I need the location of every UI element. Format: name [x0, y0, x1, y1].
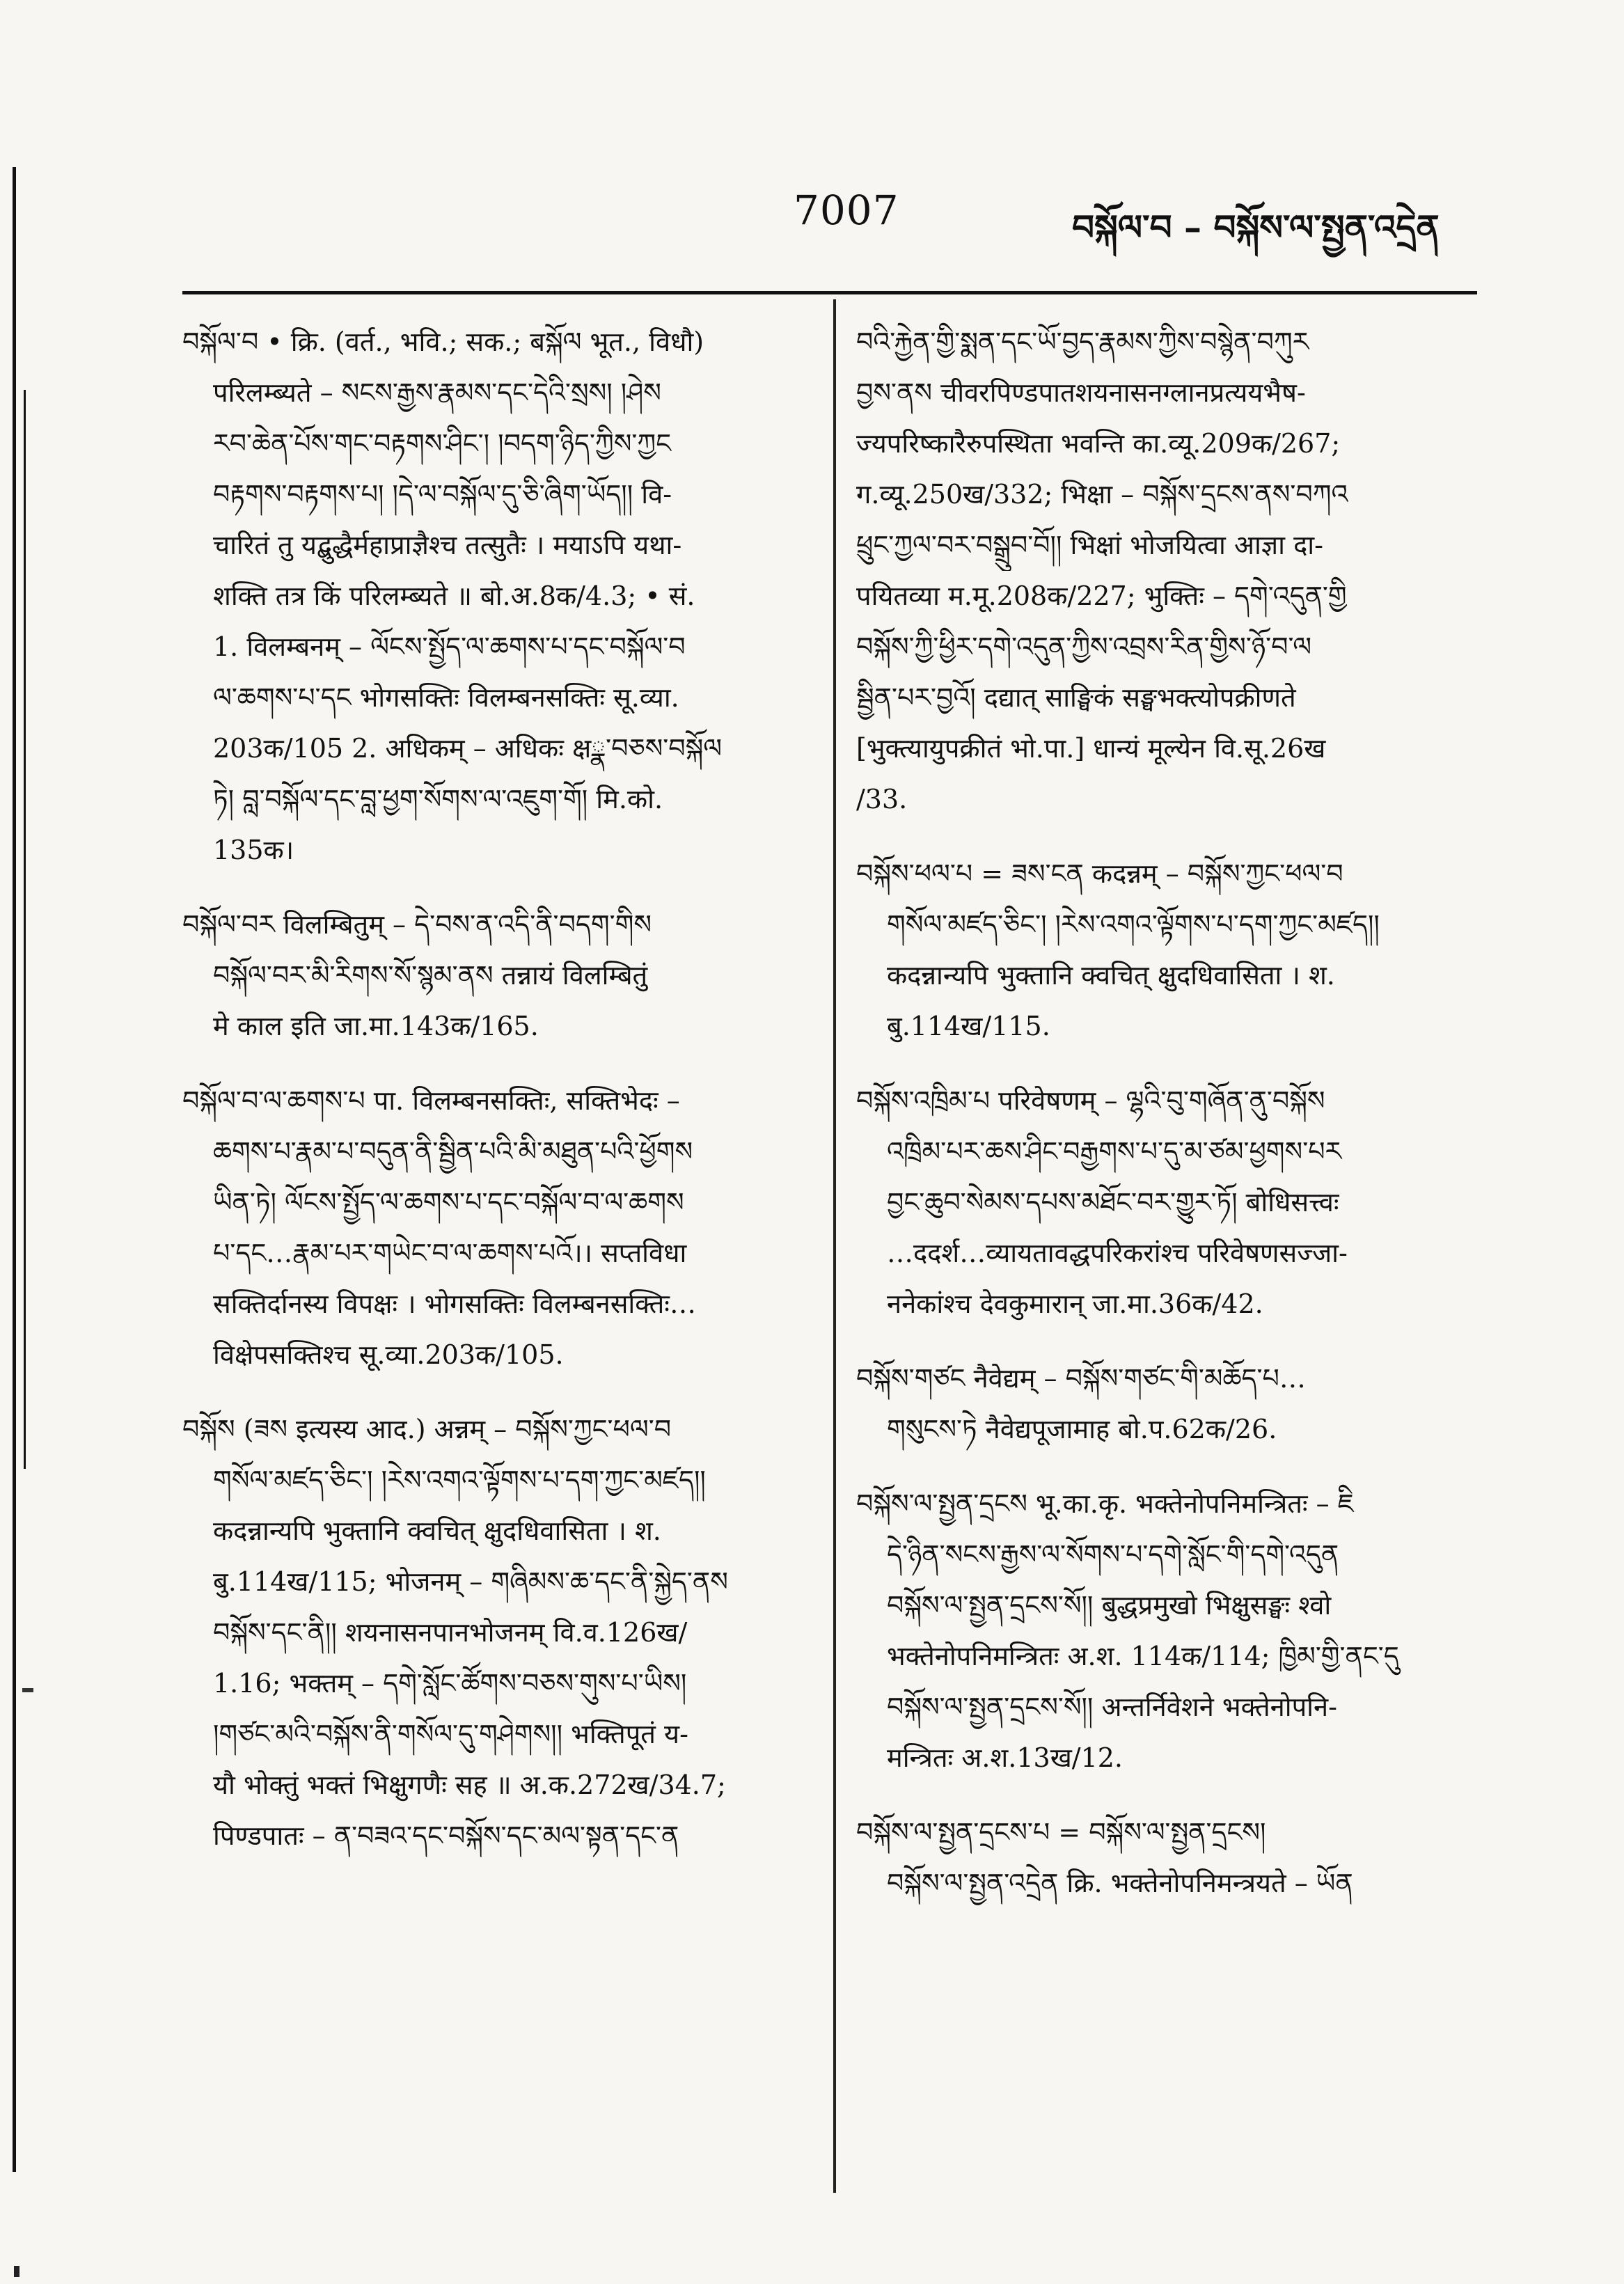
entry-line: मन्त्रितः अ.श.13ख/12. — [887, 1742, 1124, 1773]
entry-line: སྦྱིན་པར་བྱའོ། दद्यात् साङ्घिकं सङ्घभक्त्योपक्रीणते — [856, 682, 1296, 713]
entry-line: ཕྲུང་ཀྱལ་བར་བསྒྲུབ་བོ།། भिक्षां भोजयित्वा आज्ञा दा- — [856, 530, 1323, 560]
entry-line: …ददर्श…व्यायतावद्धपरिकरांश्च परिवेषणसज्जा- — [887, 1238, 1348, 1268]
entry-line: བསྐོས་ཕལ་པ = ཟས་ངན कदन्नम् – བསྐོས་ཀྱང་ཕལ་བ — [856, 858, 1343, 889]
entry-line: 135क। — [213, 835, 294, 865]
margin-corner-mark — [14, 2266, 19, 2277]
entry-line: བསྐོས་ལ་སྤྱན་དྲངས་སོ།། अन्तर्निवेशने भक्तेनोपनि- — [887, 1692, 1337, 1722]
entry-line: कदन्नान्यपि भुक्तानि क्वचित् क्षुदधिवासिता । श. — [887, 960, 1335, 991]
entry-line: ननेकांश्च देवकुमारान् जा.मा.36क/42. — [887, 1289, 1263, 1319]
entry-line: པ་དང…རྣམ་པར་གཡེང་བ་ལ་ཆགས་པའོ।। सप्तविधा — [213, 1238, 687, 1268]
entry-line: བསྐོས་ལ་སྤྱན་དྲངས་པ = བསྐོས་ལ་སྤྱན་དྲངས། — [856, 1817, 1266, 1848]
entry-line: བའི་རྐྱེན་གྱི་སྨན་དང་ཡོ་བྱད་རྣམས་ཀྱིས་བསྙེན་བཀུར — [856, 326, 1309, 357]
dictionary-entry — [182, 1076, 812, 1380]
entry-line: བསྐོས་ལ་སྤྱན་འདྲེན क्रि. भक्तेनोपनिमन्त्रयते – ཡོན — [887, 1868, 1353, 1898]
column-divider — [833, 299, 836, 2193]
entry-line: ग.व्यू.250ख/332; भिक्षा – བསྐོས་དྲངས་ནས་བཀའ — [856, 479, 1348, 510]
entry-line: བསྐོལ་བར विलम्बितुम् – དེ་བས་ན་འདི་ནི་བདག་གིས — [182, 909, 652, 940]
entry-line: བསྐོས་ལ་སྤྱན་དྲངས भू.का.कृ. भक्तेनोपनिमन्त्रितः – ཇི — [856, 1488, 1354, 1519]
entry-line: གསོལ་མཛད་ཅིང་། །རེས་འགའ་ལྟོགས་པ་དག་ཀྱང་མཛད།། — [887, 909, 1380, 940]
entry-line: བྱས་ནས चीवरपिण्डपातशयनासनग्लानप्रत्ययभैष- — [856, 377, 1306, 408]
running-head: བསྐོལ་བ – བསྐོས་ལ་སྤྱན་འདྲེན — [1072, 207, 1440, 248]
margin-tick-mark — [22, 1688, 33, 1692]
entry-line: चारितं तु यद्बुद्धैर्महाप्राज्ञैश्च तत्सुतैः । मयाऽपि यथा- — [213, 530, 682, 560]
entry-line: मे काल इति जा.मा.143क/165. — [213, 1011, 539, 1041]
dictionary-entry — [856, 1076, 1479, 1330]
page-number: 7007 — [794, 187, 899, 234]
entry-line: ཏེ། བླ་བསྐོལ་དང་བླ་ཕྱག་སོགས་ལ་འཇུག་གོ། मि.को. — [213, 784, 663, 814]
entry-line: གསོལ་མཛད་ཅིང་། །རེས་འགའ་ལྟོགས་པ་དག་ཀྱང་མཛད།། — [213, 1465, 706, 1495]
scan-edge-line-inner — [24, 390, 26, 1469]
dictionary-entry — [856, 317, 1479, 825]
left-column — [182, 317, 812, 1885]
entry-line: पिण्डपातः – ན་བཟའ་དང་བསྐོས་དང་མལ་སྟན་དང་ན — [213, 1820, 679, 1851]
entry-line: विक्षेपसक्तिश्च सू.व्या.203क/105. — [213, 1339, 564, 1370]
entry-line: पयितव्या म.मू.208क/227; भुक्तिः – དགེ་འདུན་གྱི — [856, 581, 1347, 611]
entry-line: सक्तिर्दानस्य विपक्षः । भोगसक्तिः विलम्बनसक्तिः… — [213, 1289, 696, 1319]
entry-line: बु.114ख/115; भोजनम् – གཞིམས་ཆ་དང་ནི་སྐྱེད་ནས — [213, 1566, 728, 1597]
entry-line: [भुक्त्यायुपक्रीतं भो.पा.] धान्यं मूल्येन वि.सू.26ख — [856, 733, 1326, 764]
entry-line: ཡིན་ཏེ། ལོངས་སྤྱོད་ལ་ཆགས་པ་དང་བསྐོལ་བ་ལ་ཆགས — [213, 1187, 684, 1218]
entry-line: །གཙང་མའི་བསྐོས་ནི་གསོལ་དུ་གཤེགས།། भक्तिपूतं य- — [213, 1719, 688, 1749]
entry-line: कदन्नान्यपि भुक्तानि क्वचित् क्षुदधिवासिता । श. — [213, 1515, 661, 1546]
entry-line: 1.16; भक्तम् – དགེ་སློང་ཚོགས་བཅས་གུས་པ་ཡིས། — [213, 1668, 687, 1699]
entry-line: 203क/105 2. अधिकम् – अधिकः क्षྣ་བཅས་བསྐོལ — [213, 733, 723, 764]
entry-line: གསུངས་ཏེ नैवेद्यपूजामाह बो.प.62क/26. — [887, 1414, 1277, 1444]
dictionary-entry — [856, 849, 1479, 1052]
entry-line: བསྐོས (ཟས इत्यस्य आद.) अन्नम् – བསྐོས་ཀྱང་ཕལ་བ — [182, 1414, 672, 1444]
entry-line: བསྐོས་ལ་སྤྱན་དྲངས་སོ།། बुद्धप्रमुखो भिक्षुसङ्घः श्वो — [887, 1590, 1332, 1621]
entry-line: བསྐོལ་བར་མི་རིགས་སོ་སྙམ་ནས तन्नायं विलम्बितुं — [213, 960, 648, 991]
entry-line: བརྟགས་བརྟགས་པ། །དེ་ལ་བསྐོལ་དུ་ཅི་ཞིག་ཡོད།། वि- — [213, 479, 672, 510]
dictionary-entry — [856, 1479, 1479, 1783]
entry-line: བསྐོས་ཀྱི་ཕྱིར་དགེ་འདུན་ཀྱིས་འབྲས་རིན་གྱིས་ཉོ་བ་ལ — [856, 631, 1312, 662]
entry-line: बु.114ख/115. — [887, 1011, 1050, 1041]
dictionary-entry — [856, 1807, 1479, 1909]
entry-line: རབ་ཆེན་པོས་གང་བརྟགས་ཤིང་། །བདག་ཉིད་ཀྱིས་ཀྱང — [213, 428, 672, 459]
entry-line: དེ་ཉིན་སངས་རྒྱས་ལ་སོགས་པ་དགེ་སློང་གི་དགེ་འདུན — [887, 1539, 1339, 1570]
entry-line: འཁྲིམ་པར་ཆས་ཤིང་བརྒྱགས་པ་དུ་མ་ཙམ་ཕྱགས་པར — [887, 1136, 1342, 1167]
entry-line: यौ भोक्तुं भक्तं भिक्षुगणैः सह ॥ अ.क.272ख/34.7; — [213, 1770, 726, 1800]
dictionary-entry — [182, 899, 812, 1052]
entry-line: བསྐོས་འཁྲིམ་པ परिवेषणम् – ལྷའི་བུ་གཞོན་ནུ་བསྐོས — [856, 1085, 1325, 1116]
header-rule — [182, 291, 1477, 294]
dictionary-entry — [182, 317, 812, 876]
entry-line: ལ་ཆགས་པ་དང भोगसक्तिः विलम्बनसक्तिः सू.व्या. — [213, 682, 679, 713]
entry-line: 1. विलम्बनम् – ལོངས་སྤྱོད་ལ་ཆགས་པ་དང་བསྐོལ་བ — [213, 631, 686, 662]
dictionary-entry — [856, 1353, 1479, 1455]
entry-line: ཆགས་པ་རྣམ་པ་བདུན་ནི་སྦྱིན་པའི་མི་མཐུན་པའི་ཕྱོགས — [213, 1136, 693, 1167]
entry-line: བསྐོས་དང་ནི།། शयनासनपानभोजनम् वि.व.126ख/ — [213, 1617, 688, 1648]
right-column — [856, 317, 1479, 1932]
dictionary-entry — [182, 1404, 812, 1861]
entry-line: བསྐོལ་བ་ལ་ཆགས་པ पा. विलम्बनसक्तिः, सक्तिभेदः – — [182, 1085, 680, 1116]
entry-line: भक्तेनोपनिमन्त्रितः अ.श. 114क/114; ཁྱིམ་གྱི་ནང་དུ — [887, 1641, 1399, 1671]
entry-line: शक्ति तत्र किं परिलम्ब्यते ॥ बो.अ.8क/4.3; • सं. — [213, 581, 695, 611]
entry-line: བསྐོས་གཙང नैवेद्यम् – བསྐོས་གཙང་གི་མཆོད་པ… — [856, 1363, 1306, 1394]
entry-line: བྱང་ཆུབ་སེམས་དཔས་མཐོང་བར་གྱུར་ཏོ། बोधिसत्त्वः — [887, 1187, 1339, 1218]
entry-line: /33. — [856, 784, 908, 814]
scan-edge-line — [13, 167, 16, 2172]
entry-line: ज्यपरिष्कारैरुपस्थिता भवन्ति का.व्यू.209क/267; — [856, 428, 1341, 459]
entry-line: परिलम्ब्यते – སངས་རྒྱས་རྣམས་དང་དེའི་སྲས། །ཤེས — [213, 377, 661, 408]
entry-line: བསྐོལ་བ • क्रि. (वर्त., भवि.; सक.; बསྐོལ भूत., विधौ) — [182, 326, 704, 357]
